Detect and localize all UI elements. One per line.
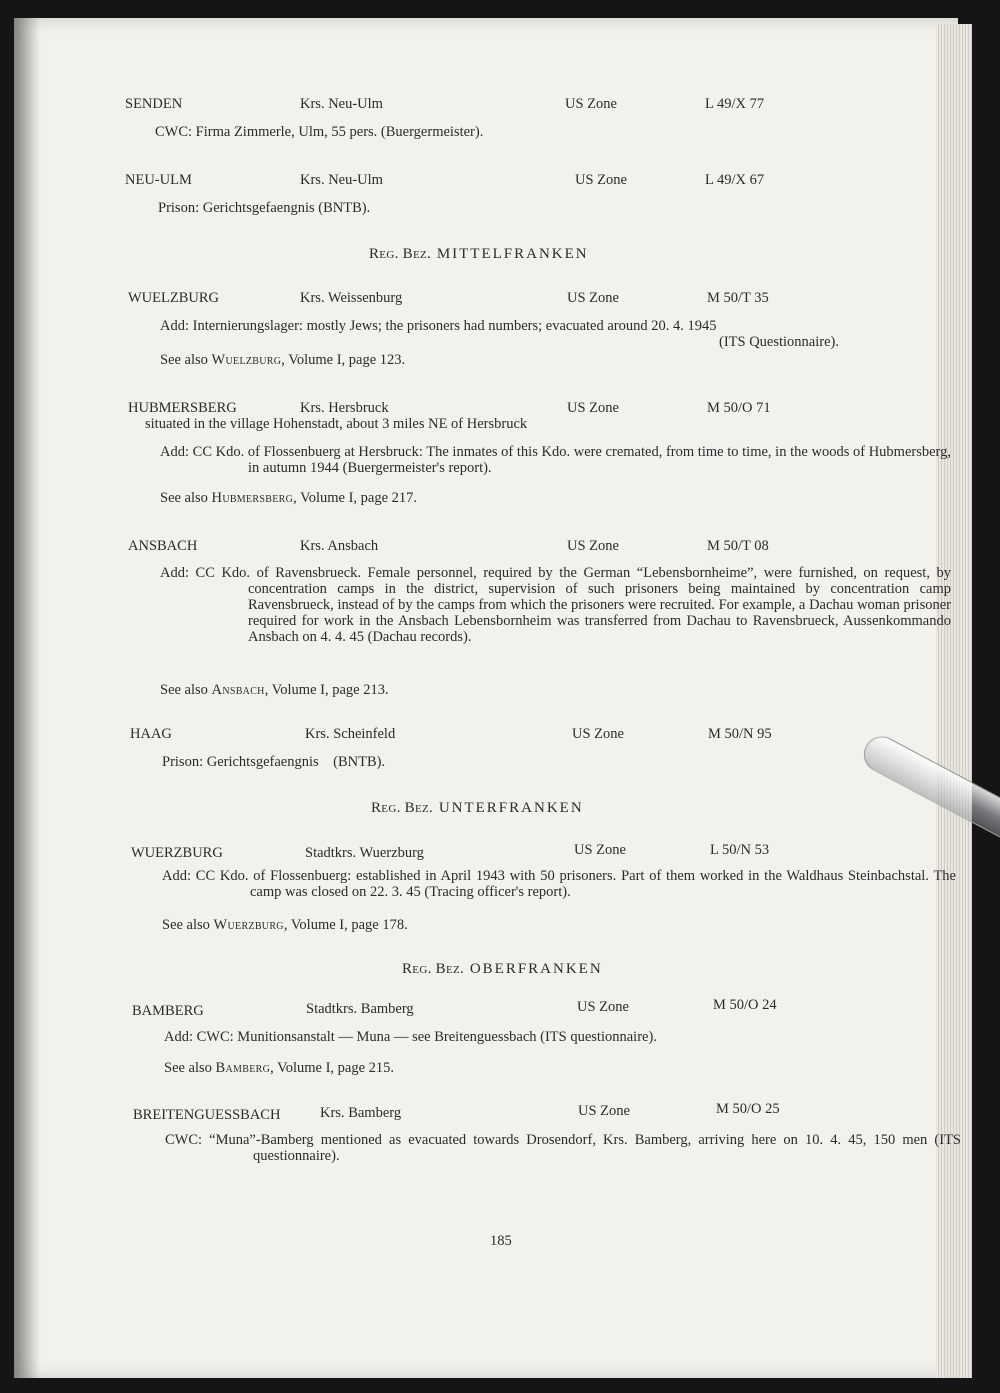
entry-ansbach-see-also: See also Ansbach, Volume I, page 213. (160, 682, 389, 698)
district: Stadtkrs. Wuerzburg (305, 845, 424, 861)
entry-hubmersberg-see-also: See also Hubmersberg, Volume I, page 217. (160, 490, 418, 506)
district: Krs. Weissenburg (300, 290, 403, 306)
region-heading-oberfranken (402, 961, 603, 978)
entry-wuelzburg-see-also: See also Wuelzburg, Volume I, page 123. (160, 352, 406, 368)
district: Krs. Neu-Ulm (300, 172, 383, 188)
entry-breitenguessbach-cwc: CWC: “Muna”-Bamberg mentioned as evacuated towards Drosendorf, Krs. Bamberg, arriving here on 10. 4. 45, 150 men (ITS questionnaire). (165, 1132, 961, 1164)
district: Krs. Ansbach (300, 538, 379, 554)
cross-reference: Bamberg (215, 1060, 271, 1076)
entry-wuerzburg-add: Add: CC Kdo. of Flossenbuerg: established in April 1943 with 50 prisoners. Part of them worked in the Waldhaus Steinbachstal. The camp was closed on 22. 3. 45 (Tracing officer's report). (162, 868, 956, 900)
entry-wuelzburg-add-source: (ITS Questionnaire). (719, 334, 839, 350)
grid-reference: L 50/N 53 (710, 842, 770, 858)
entry-bamberg-see-also: See also Bamberg, Volume I, page 215. (164, 1060, 395, 1076)
page-edges (936, 24, 972, 1378)
grid-reference: M 50/N 95 (708, 726, 772, 742)
grid-reference: M 50/T 08 (707, 538, 769, 554)
zone: US Zone (574, 842, 626, 858)
place-name: BREITENGUESSBACH (133, 1107, 281, 1123)
place-name: HUBMERSBERG (128, 400, 237, 416)
zone: US Zone (567, 538, 619, 554)
entry-bamberg-add: Add: CWC: Munitionsanstalt — Muna — see Breitenguessbach (ITS questionnaire). (164, 1029, 657, 1045)
place-name: SENDEN (125, 96, 183, 112)
region-name: OBERFRANKEN (469, 961, 603, 977)
cross-reference: Wuerzburg (213, 917, 284, 933)
page-sheet (14, 18, 958, 1378)
district: Krs. Neu-Ulm (300, 96, 383, 112)
entry-neuulm-prison: Prison: Gerichtsgefaengnis (BNTB). (158, 200, 371, 216)
spine-shadow (14, 18, 40, 1378)
place-name: ANSBACH (128, 538, 198, 554)
page-number: 185 (490, 1233, 512, 1249)
region-prefix: Reg. Bez. (369, 246, 432, 262)
region-prefix: Reg. Bez. (402, 961, 465, 977)
entry-ansbach-add: Add: CC Kdo. of Ravensbrueck. Female personnel, required by the German “Lebensbornheime”, were furnished, on request, by concentration camps in the district, supervision of such prisoners being maintained by concentration camp Ravensbrueck, instead of by the camps from which the prisoners were recruited. For example, a Dachau woman prisoner required for work in the Ansbach Lebensbornheim was transferred from Dachau to Ravensbrueck, Aussenkommando Ansbach on 4. 4. 45 (Dachau records). (160, 565, 951, 645)
grid-reference: L 49/X 77 (705, 96, 765, 112)
cross-reference: Hubmersberg (211, 490, 294, 506)
grid-reference: M 50/O 25 (716, 1101, 780, 1117)
entry-hubmersberg-add: Add: CC Kdo. of Flossenbuerg at Hersbruck: The inmates of this Kdo. were cremated, from time to time, in the woods of Hubmersberg, in autumn 1944 (Buergermeister's report). (160, 444, 951, 476)
entry-wuelzburg-add: Add: Internierungslager: mostly Jews; the prisoners had numbers; evacuated around 20. 4. 1945 (160, 318, 717, 334)
place-name: WUELZBURG (128, 290, 220, 306)
place-name: HAAG (130, 726, 172, 742)
district: Krs. Scheinfeld (305, 726, 396, 742)
entry-haag-prison: Prison: Gerichtsgefaengnis (BNTB). (162, 754, 386, 770)
cross-reference: Wuelzburg (211, 352, 282, 368)
zone: US Zone (575, 172, 627, 188)
grid-reference: M 50/O 24 (713, 997, 777, 1013)
grid-reference: M 50/O 71 (707, 400, 771, 416)
grid-reference: M 50/T 35 (707, 290, 769, 306)
place-name: BAMBERG (132, 1003, 204, 1019)
zone: US Zone (578, 1103, 630, 1119)
cross-reference: Ansbach (211, 682, 265, 698)
zone: US Zone (565, 96, 617, 112)
entry-senden-cwc: CWC: Firma Zimmerle, Ulm, 55 pers. (Buergermeister). (155, 124, 484, 140)
district: Stadtkrs. Bamberg (306, 1001, 414, 1017)
entry-hubmersberg-location: situated in the village Hohenstadt, about 3 miles NE of Hersbruck (145, 416, 528, 432)
place-name: WUERZBURG (131, 845, 223, 861)
region-name: UNTERFRANKEN (438, 800, 584, 816)
zone: US Zone (572, 726, 624, 742)
district: Krs. Bamberg (320, 1105, 402, 1121)
zone: US Zone (567, 290, 619, 306)
region-heading-mittelfranken (369, 246, 589, 263)
zone: US Zone (577, 999, 629, 1015)
region-name: MITTELFRANKEN (436, 246, 589, 262)
grid-reference: L 49/X 67 (705, 172, 765, 188)
district: Krs. Hersbruck (300, 400, 389, 416)
entry-wuerzburg-see-also: See also Wuerzburg, Volume I, page 178. (162, 917, 408, 933)
region-heading-unterfranken (371, 800, 584, 817)
place-name: NEU-ULM (125, 172, 192, 188)
region-prefix: Reg. Bez. (371, 800, 434, 816)
zone: US Zone (567, 400, 619, 416)
